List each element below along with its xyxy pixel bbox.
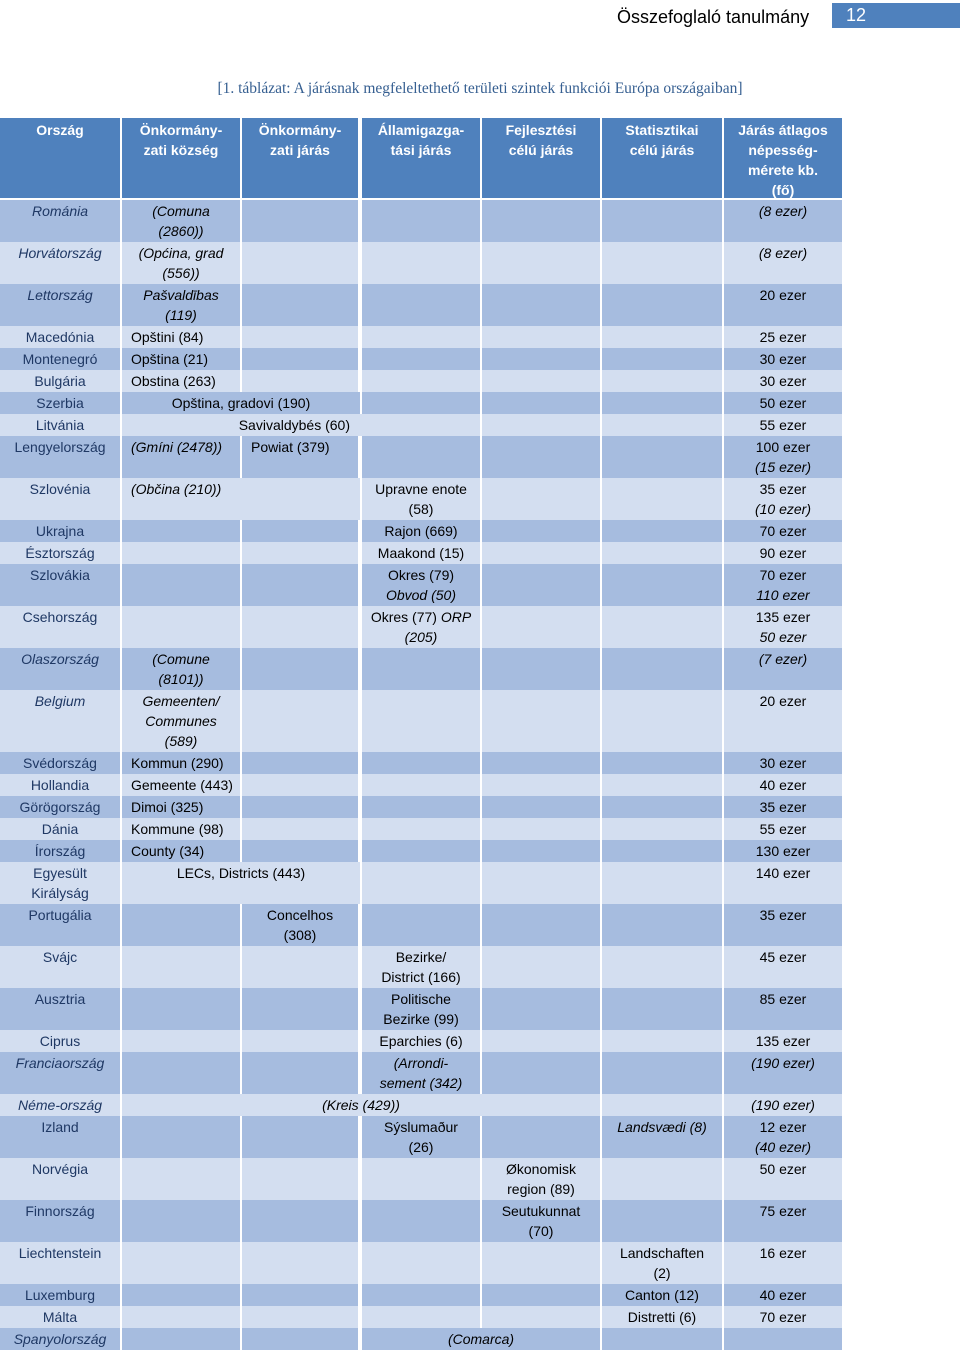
- empty-cell: [242, 796, 358, 818]
- empty-cell: [122, 1052, 240, 1094]
- empty-cell: [602, 818, 722, 840]
- empty-cell: [602, 326, 722, 348]
- country-cell: Szlovénia: [0, 478, 120, 520]
- population-cell: 75 ezer: [724, 1200, 842, 1242]
- empty-cell: [602, 284, 722, 326]
- empty-cell: [362, 348, 480, 370]
- empty-cell: [362, 370, 480, 392]
- table-row: [0, 1200, 842, 1242]
- empty-cell: [122, 1200, 240, 1242]
- empty-cell: [602, 414, 722, 436]
- population-cell: 35 ezer (10 ezer): [724, 478, 842, 520]
- empty-cell: [602, 436, 722, 478]
- table-row: [0, 988, 842, 1030]
- country-cell: Franciaország: [0, 1052, 120, 1094]
- population-cell: 70 ezer: [724, 1306, 842, 1328]
- population-cell: 30 ezer: [724, 348, 842, 370]
- empty-cell: [602, 242, 722, 284]
- empty-cell: [122, 1116, 240, 1158]
- country-cell: Belgium: [0, 690, 120, 752]
- country-cell: Lengyelország: [0, 436, 120, 478]
- empty-cell: [242, 1242, 358, 1284]
- table-row: [0, 200, 842, 242]
- table-row: [0, 284, 842, 326]
- empty-cell: [482, 862, 600, 904]
- district-cell: Opština (21): [122, 348, 240, 370]
- population-cell: 70 ezer: [724, 520, 842, 542]
- population-cell: 70 ezer 110 ezer: [724, 564, 842, 606]
- empty-cell: [122, 520, 240, 542]
- country-cell: Macedónia: [0, 326, 120, 348]
- empty-cell: [482, 1284, 600, 1306]
- table-row: [0, 818, 842, 840]
- district-cell: Politische Bezirke (99): [362, 988, 480, 1030]
- table-row: [0, 370, 842, 392]
- table-row: [0, 1116, 842, 1158]
- table-row: [0, 796, 842, 818]
- population-cell: (8 ezer): [724, 242, 842, 284]
- empty-cell: [602, 988, 722, 1030]
- empty-cell: [362, 1242, 480, 1284]
- district-cell: (Comuna (2860)): [122, 200, 240, 242]
- empty-cell: [482, 1052, 600, 1094]
- empty-cell: [602, 520, 722, 542]
- empty-cell: [362, 242, 480, 284]
- district-cell: Gemeente (443): [122, 774, 240, 796]
- empty-cell: [242, 348, 358, 370]
- country-cell: Szerbia: [0, 392, 120, 414]
- country-cell: Dánia: [0, 818, 120, 840]
- district-cell: LECs, Districts (443): [122, 862, 360, 904]
- empty-cell: [482, 904, 600, 946]
- empty-cell: [482, 564, 600, 606]
- empty-cell: [242, 606, 358, 648]
- table-row: [0, 690, 842, 752]
- country-cell: Finnország: [0, 1200, 120, 1242]
- empty-cell: [482, 520, 600, 542]
- country-cell: Írország: [0, 840, 120, 862]
- empty-cell: [362, 1158, 480, 1200]
- population-cell: 50 ezer: [724, 392, 842, 414]
- empty-cell: [362, 648, 480, 690]
- table-row: [0, 242, 842, 284]
- empty-cell: [482, 370, 600, 392]
- table-caption: [1. táblázat: A járásnak megfeleltethető területi szintek funkciói Európa országaiban]: [217, 80, 743, 97]
- empty-cell: [362, 326, 480, 348]
- country-cell: Néme-ország: [0, 1094, 120, 1116]
- empty-cell: [482, 326, 600, 348]
- district-cell: County (34): [122, 840, 240, 862]
- empty-cell: [482, 1030, 600, 1052]
- empty-cell: [602, 1158, 722, 1200]
- population-cell: 25 ezer: [724, 326, 842, 348]
- empty-cell: [362, 904, 480, 946]
- empty-cell: [602, 564, 722, 606]
- empty-cell: [242, 242, 358, 284]
- empty-cell: [242, 818, 358, 840]
- country-cell: Luxemburg: [0, 1284, 120, 1306]
- district-cell: Obstina (263): [122, 370, 240, 392]
- empty-cell: [242, 520, 358, 542]
- country-cell: Ukrajna: [0, 520, 120, 542]
- country-cell: Portugália: [0, 904, 120, 946]
- district-cell: (Občina (210)): [122, 478, 360, 520]
- table-row: [0, 326, 842, 348]
- population-cell: 135 ezer 50 ezer: [724, 606, 842, 648]
- empty-cell: [122, 1030, 240, 1052]
- district-cell: (Gmíni (2478)): [122, 436, 240, 478]
- empty-cell: [362, 436, 480, 478]
- country-cell: Románia: [0, 200, 120, 242]
- table-row: [0, 946, 842, 988]
- district-cell: Gemeenten/ Communes (589): [122, 690, 240, 752]
- population-cell: 20 ezer: [724, 284, 842, 326]
- country-cell: Bulgária: [0, 370, 120, 392]
- country-cell: Montenegró: [0, 348, 120, 370]
- district-cell: Kommune (98): [122, 818, 240, 840]
- country-cell: Litvánia: [0, 414, 120, 436]
- population-cell: 30 ezer: [724, 370, 842, 392]
- empty-cell: [122, 542, 240, 564]
- empty-cell: [362, 284, 480, 326]
- empty-cell: [482, 774, 600, 796]
- empty-cell: [602, 542, 722, 564]
- empty-cell: [482, 946, 600, 988]
- empty-cell: [242, 946, 358, 988]
- population-cell: 35 ezer: [724, 904, 842, 946]
- empty-cell: [122, 1284, 240, 1306]
- empty-cell: [602, 1094, 722, 1116]
- empty-cell: [482, 752, 600, 774]
- table-row: [0, 1328, 842, 1350]
- empty-cell: [122, 1242, 240, 1284]
- population-cell: 55 ezer: [724, 414, 842, 436]
- district-cell: Kommun (290): [122, 752, 240, 774]
- empty-cell: [122, 564, 240, 606]
- district-cell: Eparchies (6): [362, 1030, 480, 1052]
- empty-cell: [122, 1158, 240, 1200]
- population-cell: 130 ezer: [724, 840, 842, 862]
- district-cell: Powiat (379): [242, 436, 358, 478]
- empty-cell: [122, 1328, 240, 1350]
- empty-cell: [122, 946, 240, 988]
- population-cell: 40 ezer: [724, 1284, 842, 1306]
- empty-cell: [482, 392, 600, 414]
- table-row: [0, 436, 842, 478]
- district-cell: Concelhos (308): [242, 904, 358, 946]
- country-cell: Görögország: [0, 796, 120, 818]
- empty-cell: [602, 690, 722, 752]
- empty-cell: [122, 904, 240, 946]
- empty-cell: [482, 436, 600, 478]
- empty-cell: [362, 862, 480, 904]
- population-cell: (8 ezer): [724, 200, 842, 242]
- empty-cell: [362, 752, 480, 774]
- empty-cell: [482, 796, 600, 818]
- empty-cell: [362, 690, 480, 752]
- empty-cell: [602, 1200, 722, 1242]
- column-header-statistical-district: Statisztikai célú járás: [602, 118, 722, 198]
- empty-cell: [482, 690, 600, 752]
- table-row: [0, 1052, 842, 1094]
- empty-cell: [242, 1200, 358, 1242]
- page-number: 12: [832, 3, 960, 28]
- district-cell: Bezirke/ District (166): [362, 946, 480, 988]
- empty-cell: [362, 1284, 480, 1306]
- empty-cell: [482, 648, 600, 690]
- empty-cell: [242, 1116, 358, 1158]
- district-cell: (Comarca): [362, 1328, 600, 1350]
- empty-cell: [242, 988, 358, 1030]
- district-cell: Seutukunnat (70): [482, 1200, 600, 1242]
- column-header-municipal-commune: Önkormány- zati község: [122, 118, 240, 198]
- document-title: Összefoglaló tanulmány: [617, 7, 810, 27]
- empty-cell: [602, 200, 722, 242]
- population-cell: 55 ezer: [724, 818, 842, 840]
- empty-cell: [362, 774, 480, 796]
- district-cell: Dimoi (325): [122, 796, 240, 818]
- empty-cell: [362, 200, 480, 242]
- empty-cell: [482, 1116, 600, 1158]
- empty-cell: [482, 242, 600, 284]
- table-row: [0, 840, 842, 862]
- empty-cell: [362, 1306, 480, 1328]
- table-row: [0, 1284, 842, 1306]
- table-row: [0, 648, 842, 690]
- empty-cell: [242, 200, 358, 242]
- country-cell: Spanyolország: [0, 1328, 120, 1350]
- empty-cell: [242, 1306, 358, 1328]
- empty-cell: [242, 752, 358, 774]
- table-row: [0, 478, 842, 520]
- population-cell: 140 ezer: [724, 862, 842, 904]
- empty-cell: [242, 326, 358, 348]
- empty-cell: [602, 392, 722, 414]
- empty-cell: [602, 862, 722, 904]
- empty-cell: [242, 1030, 358, 1052]
- district-cell: Sýslumaður (26): [362, 1116, 480, 1158]
- country-cell: Horvátország: [0, 242, 120, 284]
- district-cell: (Kreis (429)): [122, 1094, 600, 1116]
- population-cell: 12 ezer (40 ezer): [724, 1116, 842, 1158]
- population-cell: 90 ezer: [724, 542, 842, 564]
- empty-cell: [602, 648, 722, 690]
- country-cell: Egyesült Királyság: [0, 862, 120, 904]
- empty-cell: [602, 1328, 722, 1350]
- table-row: [0, 414, 842, 436]
- empty-cell: [602, 348, 722, 370]
- empty-cell: [602, 946, 722, 988]
- column-header-state-admin-district: Államigazga- tási járás: [362, 118, 480, 198]
- table-row: [0, 1242, 842, 1284]
- empty-cell: [482, 284, 600, 326]
- population-cell: 100 ezer (15 ezer): [724, 436, 842, 478]
- empty-cell: [242, 1158, 358, 1200]
- population-cell: 45 ezer: [724, 946, 842, 988]
- empty-cell: [482, 988, 600, 1030]
- district-cell: Upravne enote (58): [362, 478, 480, 520]
- empty-cell: [602, 478, 722, 520]
- population-cell: (190 ezer): [724, 1094, 842, 1116]
- empty-cell: [602, 370, 722, 392]
- empty-cell: [482, 414, 600, 436]
- empty-cell: [362, 1200, 480, 1242]
- country-cell: Ausztria: [0, 988, 120, 1030]
- empty-cell: [482, 478, 600, 520]
- empty-cell: [482, 840, 600, 862]
- country-cell: Izland: [0, 1116, 120, 1158]
- empty-cell: [482, 818, 600, 840]
- population-cell: 50 ezer: [724, 1158, 842, 1200]
- table-row: [0, 392, 842, 414]
- population-cell: 30 ezer: [724, 752, 842, 774]
- country-cell: Csehország: [0, 606, 120, 648]
- population-cell: 16 ezer: [724, 1242, 842, 1284]
- empty-cell: [482, 606, 600, 648]
- table-row: [0, 862, 842, 904]
- table-row: [0, 1158, 842, 1200]
- column-header-avg-population: Járás átlagos népesség- mérete kb. (fő): [724, 118, 842, 198]
- district-cell: (Comune (8101)): [122, 648, 240, 690]
- district-cell: (Općina, grad (556)): [122, 242, 240, 284]
- table-row: [0, 1094, 842, 1116]
- column-header-development-district: Fejlesztési célú járás: [482, 118, 600, 198]
- empty-cell: [362, 796, 480, 818]
- empty-cell: [482, 1306, 600, 1328]
- district-cell: Rajon (669): [362, 520, 480, 542]
- table-row: [0, 774, 842, 796]
- district-cell: Okres (79) Obvod (50): [362, 564, 480, 606]
- empty-cell: [362, 392, 480, 414]
- table-row: [0, 752, 842, 774]
- population-cell: (190 ezer): [724, 1052, 842, 1094]
- table-header-row: [0, 118, 842, 198]
- empty-cell: [242, 840, 358, 862]
- district-cell: Savivaldybés (60): [122, 414, 478, 436]
- country-cell: Lettország: [0, 284, 120, 326]
- population-cell: 135 ezer: [724, 1030, 842, 1052]
- empty-cell: [122, 606, 240, 648]
- empty-cell: [242, 1328, 358, 1350]
- country-cell: Svédország: [0, 752, 120, 774]
- population-cell: 85 ezer: [724, 988, 842, 1030]
- district-cell: Økonomisk region (89): [482, 1158, 600, 1200]
- empty-cell: [602, 752, 722, 774]
- table-row: [0, 1030, 842, 1052]
- empty-cell: [122, 988, 240, 1030]
- empty-cell: [362, 818, 480, 840]
- empty-cell: [602, 904, 722, 946]
- district-cell: Landsvædi (8): [602, 1116, 722, 1158]
- table-row: [0, 606, 842, 648]
- empty-cell: [482, 200, 600, 242]
- country-cell: Olaszország: [0, 648, 120, 690]
- table-row: [0, 520, 842, 542]
- table-row: [0, 542, 842, 564]
- district-cell: Okres (77) ORP (205): [362, 606, 480, 648]
- country-cell: Svájc: [0, 946, 120, 988]
- empty-cell: [602, 606, 722, 648]
- empty-cell: [602, 1052, 722, 1094]
- empty-cell: [242, 284, 358, 326]
- country-cell: Málta: [0, 1306, 120, 1328]
- empty-cell: [602, 796, 722, 818]
- population-cell: (7 ezer): [724, 648, 842, 690]
- country-cell: Ciprus: [0, 1030, 120, 1052]
- district-cell: Pašvaldības (119): [122, 284, 240, 326]
- empty-cell: [602, 840, 722, 862]
- empty-cell: [242, 370, 358, 392]
- country-cell: Észtország: [0, 542, 120, 564]
- empty-cell: [724, 1328, 842, 1350]
- empty-cell: [242, 690, 358, 752]
- country-cell: Norvégia: [0, 1158, 120, 1200]
- district-cell: Opštini (84): [122, 326, 240, 348]
- district-cell: Landschaften (2): [602, 1242, 722, 1284]
- empty-cell: [122, 1306, 240, 1328]
- country-cell: Liechtenstein: [0, 1242, 120, 1284]
- country-cell: Hollandia: [0, 774, 120, 796]
- empty-cell: [242, 774, 358, 796]
- column-header-municipal-district: Önkormány- zati járás: [242, 118, 358, 198]
- table-row: [0, 564, 842, 606]
- district-cell: (Arrondi- sement (342): [362, 1052, 480, 1094]
- table-row: [0, 1306, 842, 1328]
- table-row: [0, 904, 842, 946]
- district-cell: Maakond (15): [362, 542, 480, 564]
- empty-cell: [362, 840, 480, 862]
- empty-cell: [482, 1242, 600, 1284]
- empty-cell: [242, 542, 358, 564]
- column-header-country: Ország: [0, 118, 120, 198]
- empty-cell: [242, 648, 358, 690]
- empty-cell: [242, 1052, 358, 1094]
- population-cell: 35 ezer: [724, 796, 842, 818]
- empty-cell: [242, 564, 358, 606]
- district-cell: Opština, gradovi (190): [122, 392, 360, 414]
- empty-cell: [602, 1030, 722, 1052]
- empty-cell: [482, 348, 600, 370]
- table-row: [0, 348, 842, 370]
- country-cell: Szlovákia: [0, 564, 120, 606]
- empty-cell: [482, 542, 600, 564]
- district-cell: Canton (12): [602, 1284, 722, 1306]
- empty-cell: [602, 774, 722, 796]
- district-cell: Distretti (6): [602, 1306, 722, 1328]
- empty-cell: [242, 1284, 358, 1306]
- population-cell: 40 ezer: [724, 774, 842, 796]
- population-cell: 20 ezer: [724, 690, 842, 752]
